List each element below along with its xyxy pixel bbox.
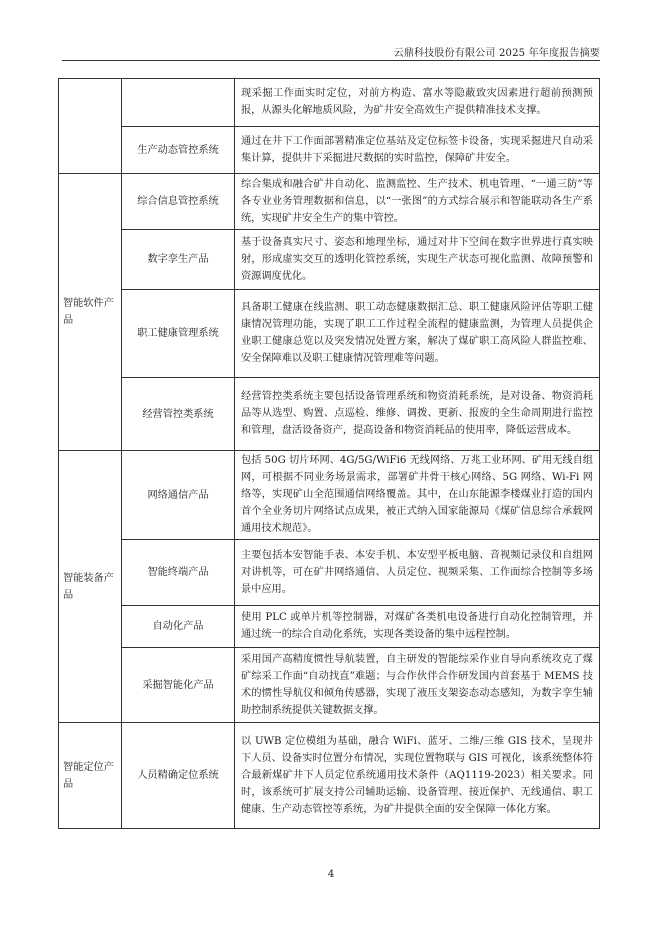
product-cell (122, 79, 235, 127)
description-cell: 使用 PLC 或单片机等控制器，对煤矿各类机电设备进行自动化控制管理，并通过统一的综合自动化系统，实现各类设备的集中远程控制。 (235, 606, 600, 648)
report-header-title: 云鼎科技股份有限公司 2025 年年度报告摘要 (393, 48, 600, 59)
table-row (59, 723, 600, 829)
product-table (58, 78, 600, 829)
product-cell: 采掘智能化产品 (122, 648, 235, 723)
table-row (59, 540, 600, 606)
table-row (59, 290, 600, 378)
table-row (59, 230, 600, 290)
product-cell: 综合信息管控系统 (122, 174, 235, 230)
product-cell: 经营管控类系统 (122, 378, 235, 451)
table-row (59, 174, 600, 230)
table-row (59, 79, 600, 127)
description-cell: 基于设备真实尺寸、姿态和地理坐标，通过对井下空间在数字世界进行真实映射，形成虚实交互的透明化管控系统，实现生产状态可视化监测、故障预警和资源调度优化。 (235, 230, 600, 290)
table-row (59, 451, 600, 540)
product-cell: 生产动态管控系统 (122, 127, 235, 174)
description-cell: 主要包括本安智能手表、本安手机、本安型平板电脑、音视频记录仪和自组网对讲机等，可在矿井网络通信、人员定位、视频采集、工作面综合控制等多场景中应用。 (235, 540, 600, 606)
page-number: 4 (327, 869, 335, 880)
product-cell: 自动化产品 (122, 606, 235, 648)
table-row (59, 648, 600, 723)
description-cell: 具备职工健康在线监测、职工动态健康数据汇总、职工健康风险评估等职工健康情况管理功能，实现了职工工作过程全流程的健康监测，为管理人员提供企业职工健康总览以及突发情况处置方案，解决了煤矿职工高风险人群监控难、安全保障难以及职工健康情况管理难等问题。 (235, 290, 600, 378)
description-cell: 综合集成和融合矿井自动化、监测监控、生产技术、机电管理、“一通三防”等各专业业务管理数据和信息，以“一张图”的方式综合展示和智能联动各生产系统，实现矿井安全生产的集中管控。 (235, 174, 600, 230)
table-row (59, 378, 600, 451)
product-cell: 数字孪生产品 (122, 230, 235, 290)
category-cell: 智能装备产品 (59, 451, 122, 723)
description-cell: 包括 50G 切片环网、4G/5G/WiFi6 无线网络、万兆工业环网、矿用无线自组网，可根据不同业务场景需求，部署矿井骨干核心网络、5G 网络、Wi-Fi 网络等，实现矿山全范围通信网络覆盖。其中，在山东能源李楼煤业打造的国内首个全业务切片网络试点成果，被正式纳入国家能源局《煤矿信息综合承载网通用技术规范》。 (235, 451, 600, 540)
description-cell: 现采掘工作面实时定位，对前方构造、富水等隐蔽致灾因素进行超前预测预报，从源头化解地质风险，为矿井安全高效生产提供精准技术支撑。 (235, 79, 600, 127)
category-cell: 智能软件产品 (59, 174, 122, 451)
table-row (59, 127, 600, 174)
description-cell: 经营管控类系统主要包括设备管理系统和物资消耗系统，是对设备、物资消耗品等从选型、购置、点巡检、维修、调拨、更新、报废的全生命周期进行监控和管理，盘活设备资产，提高设备和物资消耗品的使用率，降低运营成本。 (235, 378, 600, 451)
header-divider (62, 60, 600, 61)
description-cell: 通过在井下工作面部署精准定位基站及定位标签卡设备，实现采掘进尺自动采集计算，提供井下采掘进尺数据的实时监控，保障矿井安全。 (235, 127, 600, 174)
product-cell: 网络通信产品 (122, 451, 235, 540)
product-cell: 智能终端产品 (122, 540, 235, 606)
product-cell: 人员精确定位系统 (122, 723, 235, 829)
category-cell: 智能定位产品 (59, 723, 122, 829)
description-cell: 以 UWB 定位模组为基础，融合 WiFi、蓝牙、二维/三维 GIS 技术，呈现井下人员、设备实时位置分布情况，实现位置物联与 GIS 可视化，该系统整体符合最新煤矿井下人员定位系统通用技术条件（AQ1119-2023）相关要求。同时，该系统可扩展支持公司辅助运输、设备管理、接近保护、无线通信、职工健康、生产动态管控等系统，为矿井提供全面的安全保障一体化方案。 (235, 723, 600, 829)
description-cell: 采用国产高精度惯性导航装置，自主研发的智能综采作业自导向系统攻克了煤矿综采工作面“自动找直”难题；与合作伙伴合作研发国内首套基于 MEMS 技术的惯性导航仪和倾角传感器，实现了液压支架姿态动态感知，为数字孪生辅助控制系统提供关键数据支撑。 (235, 648, 600, 723)
product-cell: 职工健康管理系统 (122, 290, 235, 378)
table-row (59, 606, 600, 648)
category-cell (59, 79, 122, 174)
